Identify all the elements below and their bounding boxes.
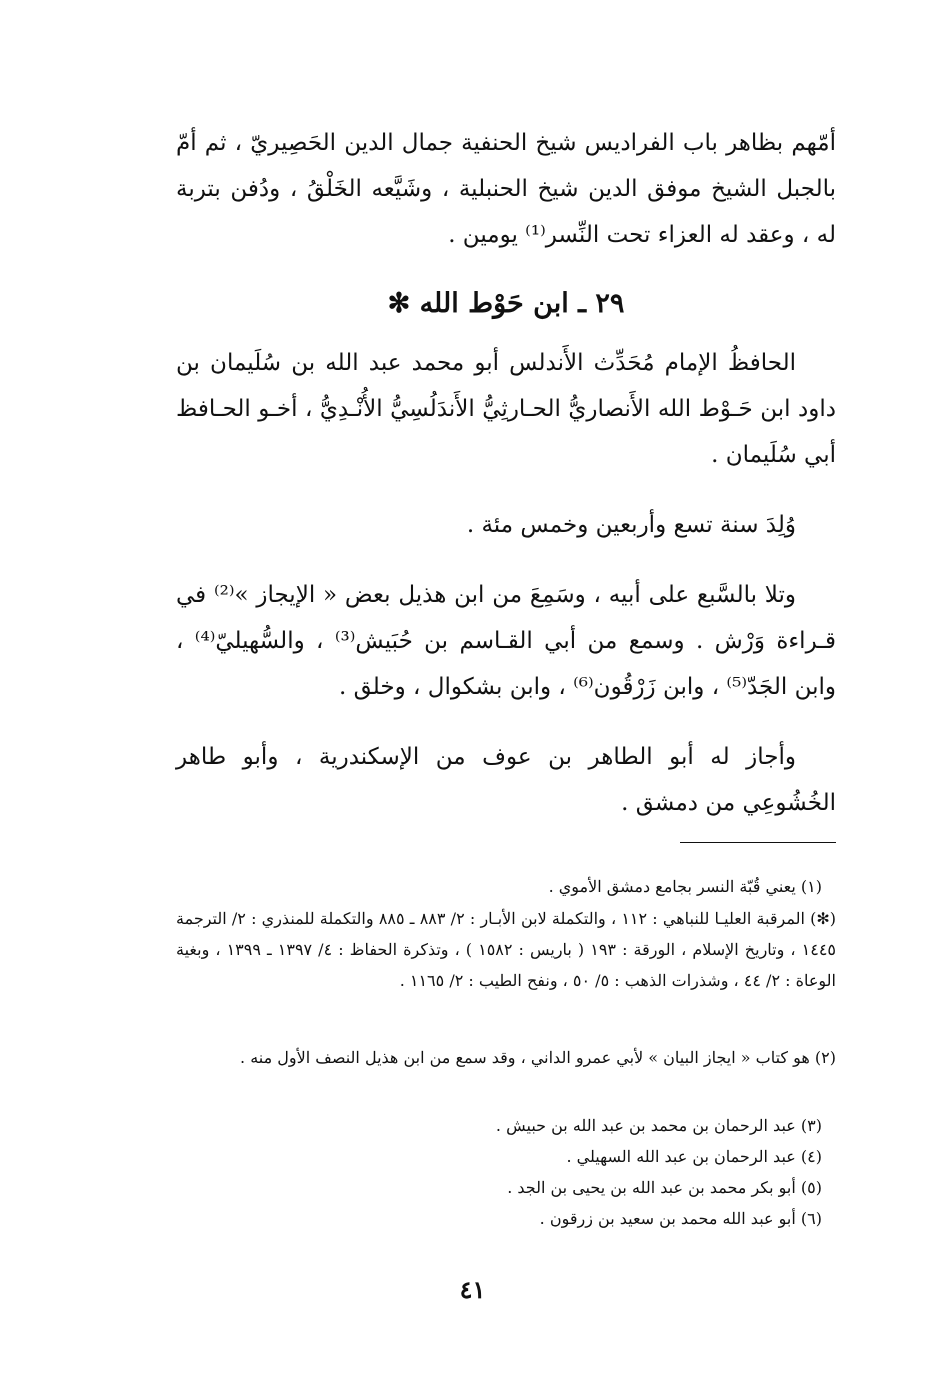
- footnote-4: (٤) عبد الرحمان بن عبد الله السهيلي .: [566, 1147, 822, 1166]
- birth-paragraph: وُلِدَ سنة تسع وأربعين وخمس مئة .: [466, 512, 796, 538]
- ijaza-paragraph: وأجاز له أبو الطاهر بن عوف من الإسكندرية ، وأبو طاهر الخُشُوعِي من دمشق .: [176, 744, 836, 816]
- biography-paragraph: الحافظُ الإمام مُحَدِّث الأَندلس أبو محمد عبد الله بن سُلَيمان بن داود ابن حَـوْط الله الأَنصاريُّ الحـارثِيُّ الأَندَلُسِيُّ الأُنْـدِيُّ ، أخـو الحـافظ أبي سُلَيمان .: [176, 350, 836, 468]
- entry-heading: ٢٩ ـ ابن حَوْط الله ✻: [387, 288, 625, 319]
- footnote-6: (٦) أبو عبد الله محمد بن سعيد بن زرقون .: [539, 1209, 822, 1228]
- page-number: ٤١: [459, 1275, 486, 1304]
- intro-paragraph: أمّهم بظاهر باب الفراديس شيخ الحنفية جمال الدين الحَصِيريّ ، ثم أمّ بالجبل الشيخ موفق الدين شيخ الحنبلية ، وشَيَّعه الخَلْقُ ، ودُفن بتربة له ، وعقد له العزاء تحت النِّسر⁽¹⁾ يومين .: [176, 130, 836, 248]
- footnote-divider: [680, 842, 836, 843]
- footnote-2: (٢) هو كتاب « ايجاز البيان » لأبي عمرو الداني ، وقد سمع من ابن هذيل النصف الأول منه .: [240, 1048, 836, 1067]
- footnote-sources: (✻) المرقبة العليـا للنباهي : ١١٢ ، والتكملة لابن الأبـار : ٢/ ٨٨٣ ـ ٨٨٥ والتكملة للمنذري : ٢/ الترجمة ١٤٤٥ ، وتاريخ الإسلام ، الورقة : ١٩٣ ( باريس : ١٥٨٢ ) ، وتذكرة الحفاظ : ٤/ ١٣٩٧ ـ ١٣٩٩ ، وبغية الوعاة : ٢/ ٤٤ ، وشذرات الذهب : ٥/ ٥٠ ، ونفح الطيب : ٢/ ١١٦٥ .: [176, 909, 837, 990]
- footnote-5: (٥) أبو بكر محمد بن عبد الله بن يحيى بن الجد .: [507, 1178, 822, 1197]
- footnote-1: (١) يعني قُبّة النسر بجامع دمشق الأموي .: [548, 877, 822, 896]
- footnote-3: (٣) عبد الرحمان بن محمد بن عبد الله بن حبيش .: [495, 1116, 822, 1135]
- teachers-paragraph: وتلا بالسَّبع على أبيه ، وسَمِعَ من ابن هذيل بعض « الإيجاز »⁽²⁾ في قـراءة وَرْش . وسمع من أبي القـاسم بن حُبَيش⁽³⁾ ، والسُّهيليّ⁽⁴⁾ ، وابن الجَدّ⁽⁵⁾ ، وابن زَرْقُون⁽⁶⁾ ، وابن بشكوال ، وخلق .: [176, 582, 837, 700]
